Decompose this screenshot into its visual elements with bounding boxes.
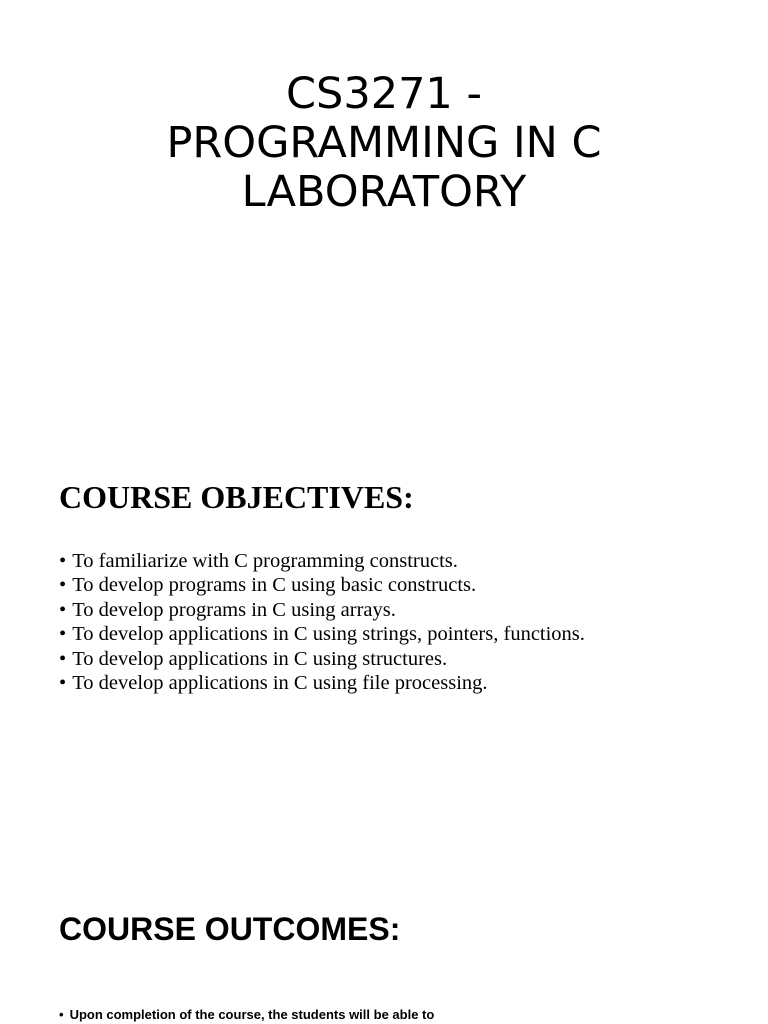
outcomes-heading: COURSE OUTCOMES: [59, 911, 401, 947]
list-item-text: To develop applications in C using file processing. [72, 672, 488, 695]
bullet-icon: • [59, 1007, 64, 1022]
list-item [59, 671, 585, 695]
page-title [0, 70, 768, 217]
list-item [59, 549, 585, 573]
list-item [59, 622, 585, 646]
list-item [59, 1006, 434, 1024]
list-item-text: To familiarize with C programming constructs. [72, 550, 458, 572]
bullet-icon: • [59, 598, 67, 621]
objectives-list [59, 549, 585, 695]
list-item-text: To develop programs in C using arrays. [72, 598, 396, 621]
list-item [59, 598, 585, 622]
outcomes-list [59, 1006, 434, 1024]
title-line: LABORATORY [241, 167, 527, 217]
bullet-icon: • [59, 574, 67, 597]
list-item-text: To develop applications in C using strings, pointers, functions. [72, 623, 585, 646]
bullet-icon: • [59, 672, 67, 695]
title-line: PROGRAMMING IN C [166, 118, 602, 168]
bullet-icon: • [59, 647, 67, 670]
list-item-text: To develop programs in C using basic constructs. [72, 574, 477, 597]
bullet-icon: • [59, 550, 67, 572]
objectives-heading: COURSE OBJECTIVES: [59, 479, 414, 515]
title-line: CS3271 - [286, 69, 482, 119]
list-item-text: Upon completion of the course, the students will be able to [69, 1007, 435, 1022]
list-item-text: To develop applications in C using structures. [72, 647, 448, 670]
list-item [59, 573, 585, 597]
list-item [59, 647, 585, 671]
bullet-icon: • [59, 623, 67, 646]
